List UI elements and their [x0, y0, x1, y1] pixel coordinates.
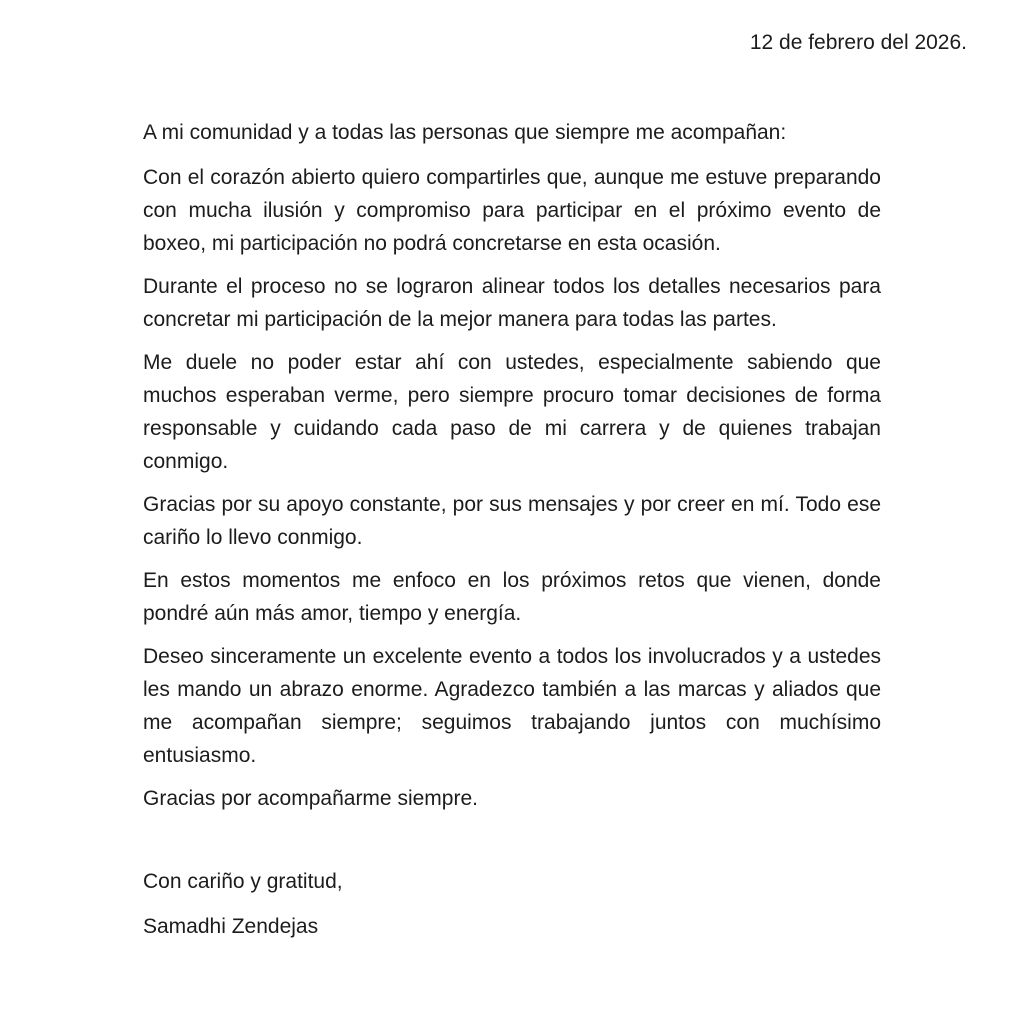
paragraph: Me duele no poder estar ahí con ustedes, especialmente sabiendo que muchos esperaban verme, pero siempre procuro tomar decisiones de forma responsable y cuidando cada paso de mi carrera y de quienes trabajan conmigo.: [143, 351, 881, 473]
signature-name: Samadhi Zendejas: [143, 915, 319, 938]
paragraph: Gracias por su apoyo constante, por sus mensajes y por creer en mí. Todo ese cariño lo llevo conmigo.: [143, 493, 881, 549]
paragraph: Deseo sinceramente un excelente evento a todos los involucrados y a ustedes les mando un abrazo enorme. Agradezco también a las marcas y aliados que me acompañan siempre; seguimos trabajando juntos con muchísimo entusiasmo.: [143, 645, 881, 767]
letter-body: [143, 116, 881, 943]
paragraph: En estos momentos me enfoco en los próximos retos que vienen, donde pondré aún más amor, tiempo y energía.: [143, 569, 881, 625]
paragraph: Gracias por acompañarme siempre.: [143, 787, 478, 810]
letter-date: [0, 26, 1024, 59]
paragraph: Con el corazón abierto quiero compartirles que, aunque me estuve preparando con mucha ilusión y compromiso para participar en el próximo evento de boxeo, mi participación no podrá concretarse en esta ocasión.: [143, 166, 881, 255]
date-text: 12 de febrero del 2026.: [749, 31, 967, 54]
closing-line: Con cariño y gratitud,: [143, 870, 343, 893]
paragraph: Durante el proceso no se lograron alinear todos los detalles necesarios para concretar mi participación de la mejor manera para todas las partes.: [143, 275, 881, 331]
salutation: A mi comunidad y a todas las personas que siempre me acompañan:: [143, 121, 787, 144]
